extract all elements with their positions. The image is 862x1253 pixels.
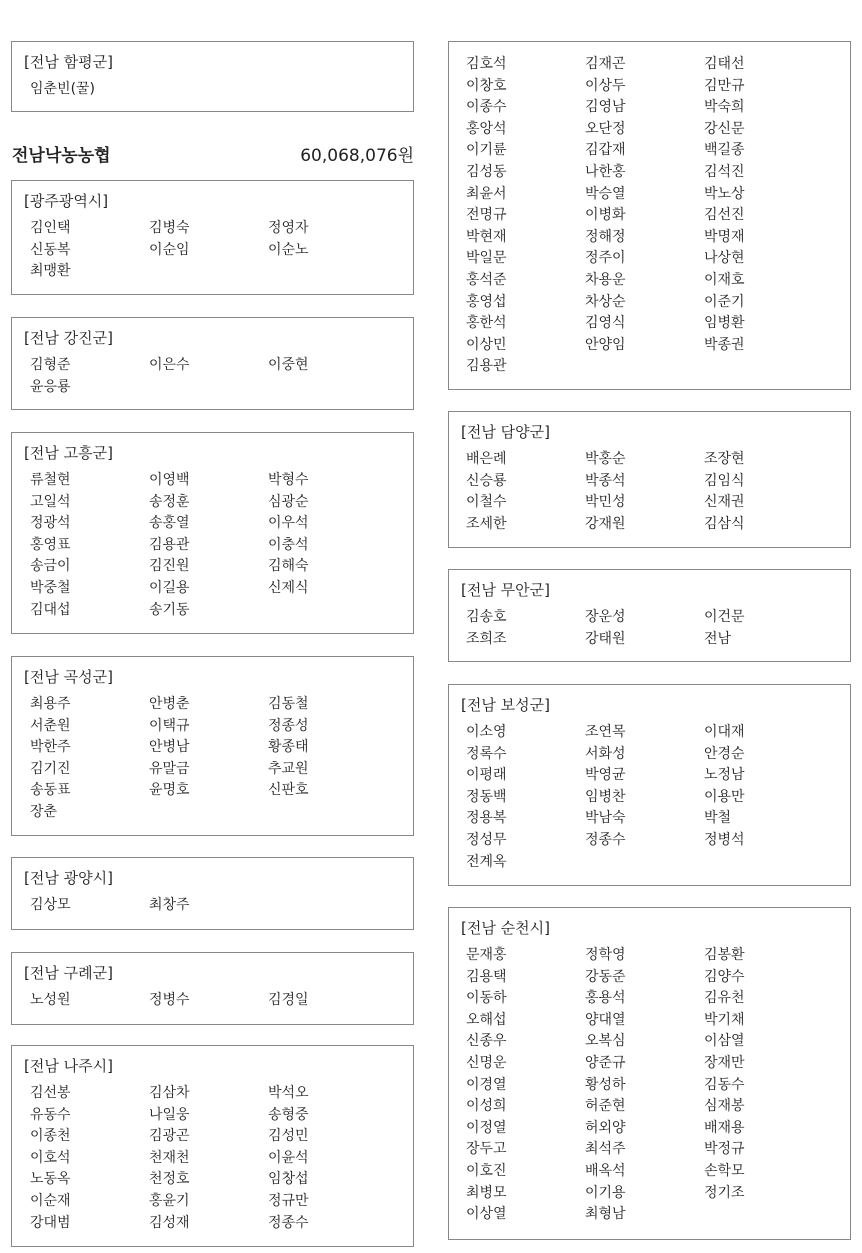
member-name: 이영백	[149, 472, 190, 488]
member-name: 손학모	[704, 1163, 745, 1179]
member-name: 강대범	[30, 1214, 71, 1231]
member-name: 정기조	[704, 1184, 745, 1201]
member-name: 박명재	[704, 228, 745, 245]
region-box	[448, 569, 851, 662]
member-name: 조희조	[466, 630, 507, 647]
member-name: 김봉환	[704, 947, 745, 963]
member-name: 안양임	[585, 336, 626, 353]
member-name: 신종우	[466, 1033, 507, 1050]
member-name: 정록수	[466, 745, 507, 762]
member-name: 이준기	[704, 293, 745, 310]
member-name: 송기동	[149, 601, 190, 618]
member-name: 이상열	[466, 1206, 507, 1223]
org-summary	[12, 142, 414, 170]
member-name: 이소영	[466, 724, 507, 740]
member-name: 서춘원	[30, 717, 71, 734]
member-name: 홍윤기	[149, 1193, 190, 1209]
member-name: 김갑재	[585, 142, 626, 159]
region-title: [전남 보성군]	[461, 696, 550, 714]
region-title: [광주광역시]	[24, 192, 109, 210]
member-name: 이상민	[466, 336, 507, 353]
member-name: 김동철	[268, 696, 309, 712]
member-name: 유동수	[30, 1106, 71, 1123]
region-title: [전남 광양시]	[24, 869, 113, 887]
member-name: 신동복	[30, 241, 71, 258]
member-name: 조장현	[704, 451, 745, 467]
member-name: 이길용	[149, 580, 190, 596]
member-name: 김만규	[704, 77, 745, 94]
member-name: 김영식	[585, 315, 626, 332]
member-name: 정종수	[268, 1214, 309, 1231]
member-name: 김용관	[149, 536, 190, 553]
member-name: 정학영	[585, 947, 626, 963]
member-name: 이평래	[466, 767, 507, 784]
member-name: 이건문	[704, 609, 745, 625]
member-name: 신판호	[268, 782, 309, 799]
member-name: 최용주	[30, 696, 71, 712]
region-box	[11, 180, 414, 295]
member-name: 노동옥	[30, 1171, 71, 1188]
member-name: 박중철	[30, 580, 71, 596]
member-name: 문재홍	[466, 947, 507, 963]
member-name: 이대재	[704, 724, 745, 740]
region-box	[11, 656, 414, 836]
member-name: 홍앙석	[466, 120, 507, 137]
region-title: [전남 구례군]	[24, 964, 113, 982]
member-name: 정종수	[585, 832, 626, 848]
member-name: 정동백	[466, 788, 507, 805]
member-name: 김삼차	[149, 1085, 190, 1101]
member-name: 홍석준	[466, 272, 507, 288]
member-name: 이재호	[704, 272, 745, 288]
region-box	[11, 432, 414, 634]
member-name: 이병화	[585, 207, 626, 224]
member-name: 이철수	[466, 494, 507, 511]
member-name: 박일문	[466, 250, 507, 267]
region-title: [전남 함평군]	[24, 53, 113, 71]
member-name: 이순재	[30, 1193, 71, 1209]
member-name: 황종태	[268, 739, 309, 756]
member-name: 천정호	[149, 1171, 190, 1188]
member-name: 홍영표	[30, 536, 71, 553]
member-name: 김재곤	[585, 56, 626, 72]
region-box	[448, 684, 851, 886]
member-name: 이순임	[149, 241, 190, 258]
member-name: 박영균	[585, 767, 626, 784]
member-name: 박기채	[704, 1011, 745, 1028]
member-name: 강재원	[585, 515, 626, 532]
region-box	[11, 952, 414, 1025]
member-name: 김형준	[30, 357, 71, 373]
member-name: 이동하	[466, 990, 507, 1007]
member-name: 신승룡	[466, 472, 507, 489]
member-name: 김용택	[466, 968, 507, 985]
member-name: 김성민	[268, 1128, 309, 1145]
region-title: [전남 곡성군]	[24, 668, 113, 686]
member-name: 정광석	[30, 515, 71, 532]
region-box	[11, 1045, 414, 1247]
member-name: 신재권	[704, 494, 745, 511]
member-name: 김성동	[466, 164, 507, 180]
member-name: 임병환	[704, 315, 745, 332]
region-box	[11, 857, 414, 930]
member-name: 박한주	[30, 739, 71, 756]
member-name: 전계옥	[466, 853, 507, 870]
region-title: [전남 담양군]	[461, 423, 550, 441]
member-name: 나상현	[704, 250, 745, 267]
member-name: 강신문	[704, 120, 745, 137]
member-name: 백길종	[704, 142, 745, 159]
member-name: 이은수	[149, 357, 190, 373]
member-name: 양대열	[585, 1011, 626, 1028]
member-name: 박현재	[466, 228, 507, 245]
member-name: 김양수	[704, 968, 745, 985]
member-name: 장재만	[704, 1055, 745, 1071]
member-name: 김기진	[30, 760, 71, 777]
member-name: 이우석	[268, 515, 309, 532]
member-name: 최창주	[149, 897, 190, 913]
member-name: 이창호	[466, 77, 507, 94]
member-name: 이종천	[30, 1128, 71, 1145]
member-name: 강동준	[585, 968, 626, 985]
region-title: [전남 나주시]	[24, 1057, 113, 1075]
member-name: 최병모	[466, 1184, 507, 1201]
member-name: 정용복	[466, 810, 507, 827]
member-name: 류철현	[30, 472, 71, 488]
member-name: 이택규	[149, 717, 190, 734]
member-name: 이호석	[30, 1149, 71, 1166]
member-name: 송동표	[30, 782, 71, 799]
member-name: 유말금	[149, 760, 190, 777]
member-name: 김석진	[704, 164, 745, 180]
member-name: 박종석	[585, 472, 626, 489]
region-box	[448, 411, 851, 548]
member-name: 나일웅	[149, 1106, 190, 1123]
member-name: 정병수	[149, 992, 190, 1008]
member-name: 김대섭	[30, 601, 71, 618]
region-title: [전남 고흥군]	[24, 444, 113, 462]
member-name: 차용운	[585, 272, 626, 288]
member-name: 김성재	[149, 1214, 190, 1231]
member-name: 송홍열	[149, 515, 190, 532]
region-title: [전남 무안군]	[461, 581, 550, 599]
member-name: 이호진	[466, 1163, 507, 1179]
member-name: 정영자	[268, 220, 309, 236]
member-name: 황성하	[585, 1076, 626, 1093]
member-name: 임창섭	[268, 1171, 309, 1188]
member-name: 최석주	[585, 1141, 626, 1158]
member-name: 서화성	[585, 745, 626, 762]
member-name: 양준규	[585, 1055, 626, 1071]
member-name: 김임식	[704, 472, 745, 489]
member-name: 전명규	[466, 207, 507, 224]
member-name: 이충석	[268, 536, 309, 553]
member-name: 노성원	[30, 992, 71, 1008]
member-name: 조세한	[466, 515, 507, 532]
hampyeong-box	[11, 41, 414, 112]
member-name: 노정남	[704, 767, 745, 784]
member-name: 이정열	[466, 1119, 507, 1136]
member-name: 김선진	[704, 207, 745, 224]
member-name: 김태선	[704, 56, 745, 72]
member-name: 나한홍	[585, 164, 626, 180]
member-name: 박종권	[704, 336, 745, 353]
member-name: 이성희	[466, 1098, 507, 1115]
member-name: 김선봉	[30, 1085, 71, 1101]
member-name: 송금이	[30, 558, 71, 575]
member-name: 배은례	[466, 451, 507, 467]
member-name: 임춘빈(꿀)	[30, 81, 96, 97]
member-name: 배재용	[704, 1119, 745, 1136]
member-name: 박남숙	[585, 810, 626, 827]
member-name: 이상두	[585, 77, 626, 94]
member-name: 정주이	[585, 250, 626, 267]
member-name: 김용관	[466, 358, 507, 375]
member-name: 박민성	[585, 494, 626, 511]
region-box	[448, 41, 851, 390]
member-name: 김삼식	[704, 515, 745, 532]
region-box	[448, 907, 851, 1240]
member-name: 김유천	[704, 990, 745, 1007]
member-name: 오복심	[585, 1033, 626, 1050]
member-name: 오해섭	[466, 1011, 507, 1028]
member-name: 최맹환	[30, 263, 71, 280]
member-name: 박홍순	[585, 451, 626, 467]
member-name: 심광순	[268, 493, 309, 510]
member-name: 안병남	[149, 739, 190, 756]
member-name: 김해숙	[268, 558, 309, 575]
member-name: 이윤석	[268, 1149, 309, 1166]
member-name: 정해정	[585, 228, 626, 245]
member-name: 고일석	[30, 493, 71, 510]
member-name: 최윤서	[466, 185, 507, 202]
member-name: 이기륜	[466, 142, 507, 159]
member-name: 김호석	[466, 56, 507, 72]
member-name: 장운성	[585, 609, 626, 625]
member-name: 정병석	[704, 832, 745, 848]
member-name: 김인택	[30, 220, 71, 236]
member-name: 박철	[704, 810, 732, 827]
member-name: 추교원	[268, 760, 309, 777]
member-name: 최형남	[585, 1206, 626, 1223]
member-name: 홍영섭	[466, 293, 507, 310]
member-name: 장춘	[30, 804, 58, 820]
member-name: 박승열	[585, 185, 626, 202]
member-name: 박정규	[704, 1141, 745, 1158]
member-name: 이종수	[466, 99, 507, 116]
member-name: 강태원	[585, 630, 626, 647]
member-name: 윤응룡	[30, 378, 71, 395]
member-name: 김병숙	[149, 220, 190, 236]
org-amount: 60,068,076원	[300, 146, 414, 166]
member-name: 신제식	[268, 580, 309, 596]
region-title: [전남 순천시]	[461, 919, 550, 937]
member-name: 임병찬	[585, 788, 626, 805]
region-title: [전남 강진군]	[24, 329, 113, 347]
member-name: 허준현	[585, 1098, 626, 1115]
member-name: 조연목	[585, 724, 626, 740]
member-name: 이중현	[268, 357, 309, 373]
member-name: 허외양	[585, 1119, 626, 1136]
region-box	[11, 317, 414, 410]
member-name: 홍한석	[466, 315, 507, 332]
member-name: 정규만	[268, 1193, 309, 1209]
member-name: 안병춘	[149, 696, 190, 712]
member-name: 안경순	[704, 745, 745, 762]
member-name: 심재봉	[704, 1098, 745, 1115]
member-name: 이용만	[704, 788, 745, 805]
member-name: 윤명호	[149, 782, 190, 799]
member-name: 김진원	[149, 558, 190, 575]
member-name: 김광곤	[149, 1128, 190, 1145]
member-name: 김동수	[704, 1076, 745, 1093]
member-name: 이경열	[466, 1076, 507, 1093]
member-name: 김영남	[585, 99, 626, 116]
member-name: 박형수	[268, 472, 309, 488]
member-name: 차상순	[585, 293, 626, 310]
member-name: 배옥석	[585, 1163, 626, 1179]
org-name: 전남낙농농협	[12, 146, 111, 166]
member-name: 장두고	[466, 1141, 507, 1158]
member-name: 전남	[704, 630, 732, 647]
member-name: 송정훈	[149, 493, 190, 510]
member-name: 김상모	[30, 897, 71, 913]
member-name: 박석오	[268, 1085, 309, 1101]
member-name: 이순노	[268, 241, 309, 258]
member-name: 박노상	[704, 185, 745, 202]
member-name: 박숙희	[704, 99, 745, 116]
member-name: 홍용석	[585, 990, 626, 1007]
member-name: 송형중	[268, 1106, 309, 1123]
member-name: 정종성	[268, 717, 309, 734]
member-name: 신명운	[466, 1055, 507, 1071]
member-name: 오단정	[585, 120, 626, 137]
member-name: 김경일	[268, 992, 309, 1008]
member-name: 김송호	[466, 609, 507, 625]
member-name: 정성무	[466, 832, 507, 848]
member-name: 이기용	[585, 1184, 626, 1201]
member-name: 이삼열	[704, 1033, 745, 1050]
member-name: 천재천	[149, 1149, 190, 1166]
